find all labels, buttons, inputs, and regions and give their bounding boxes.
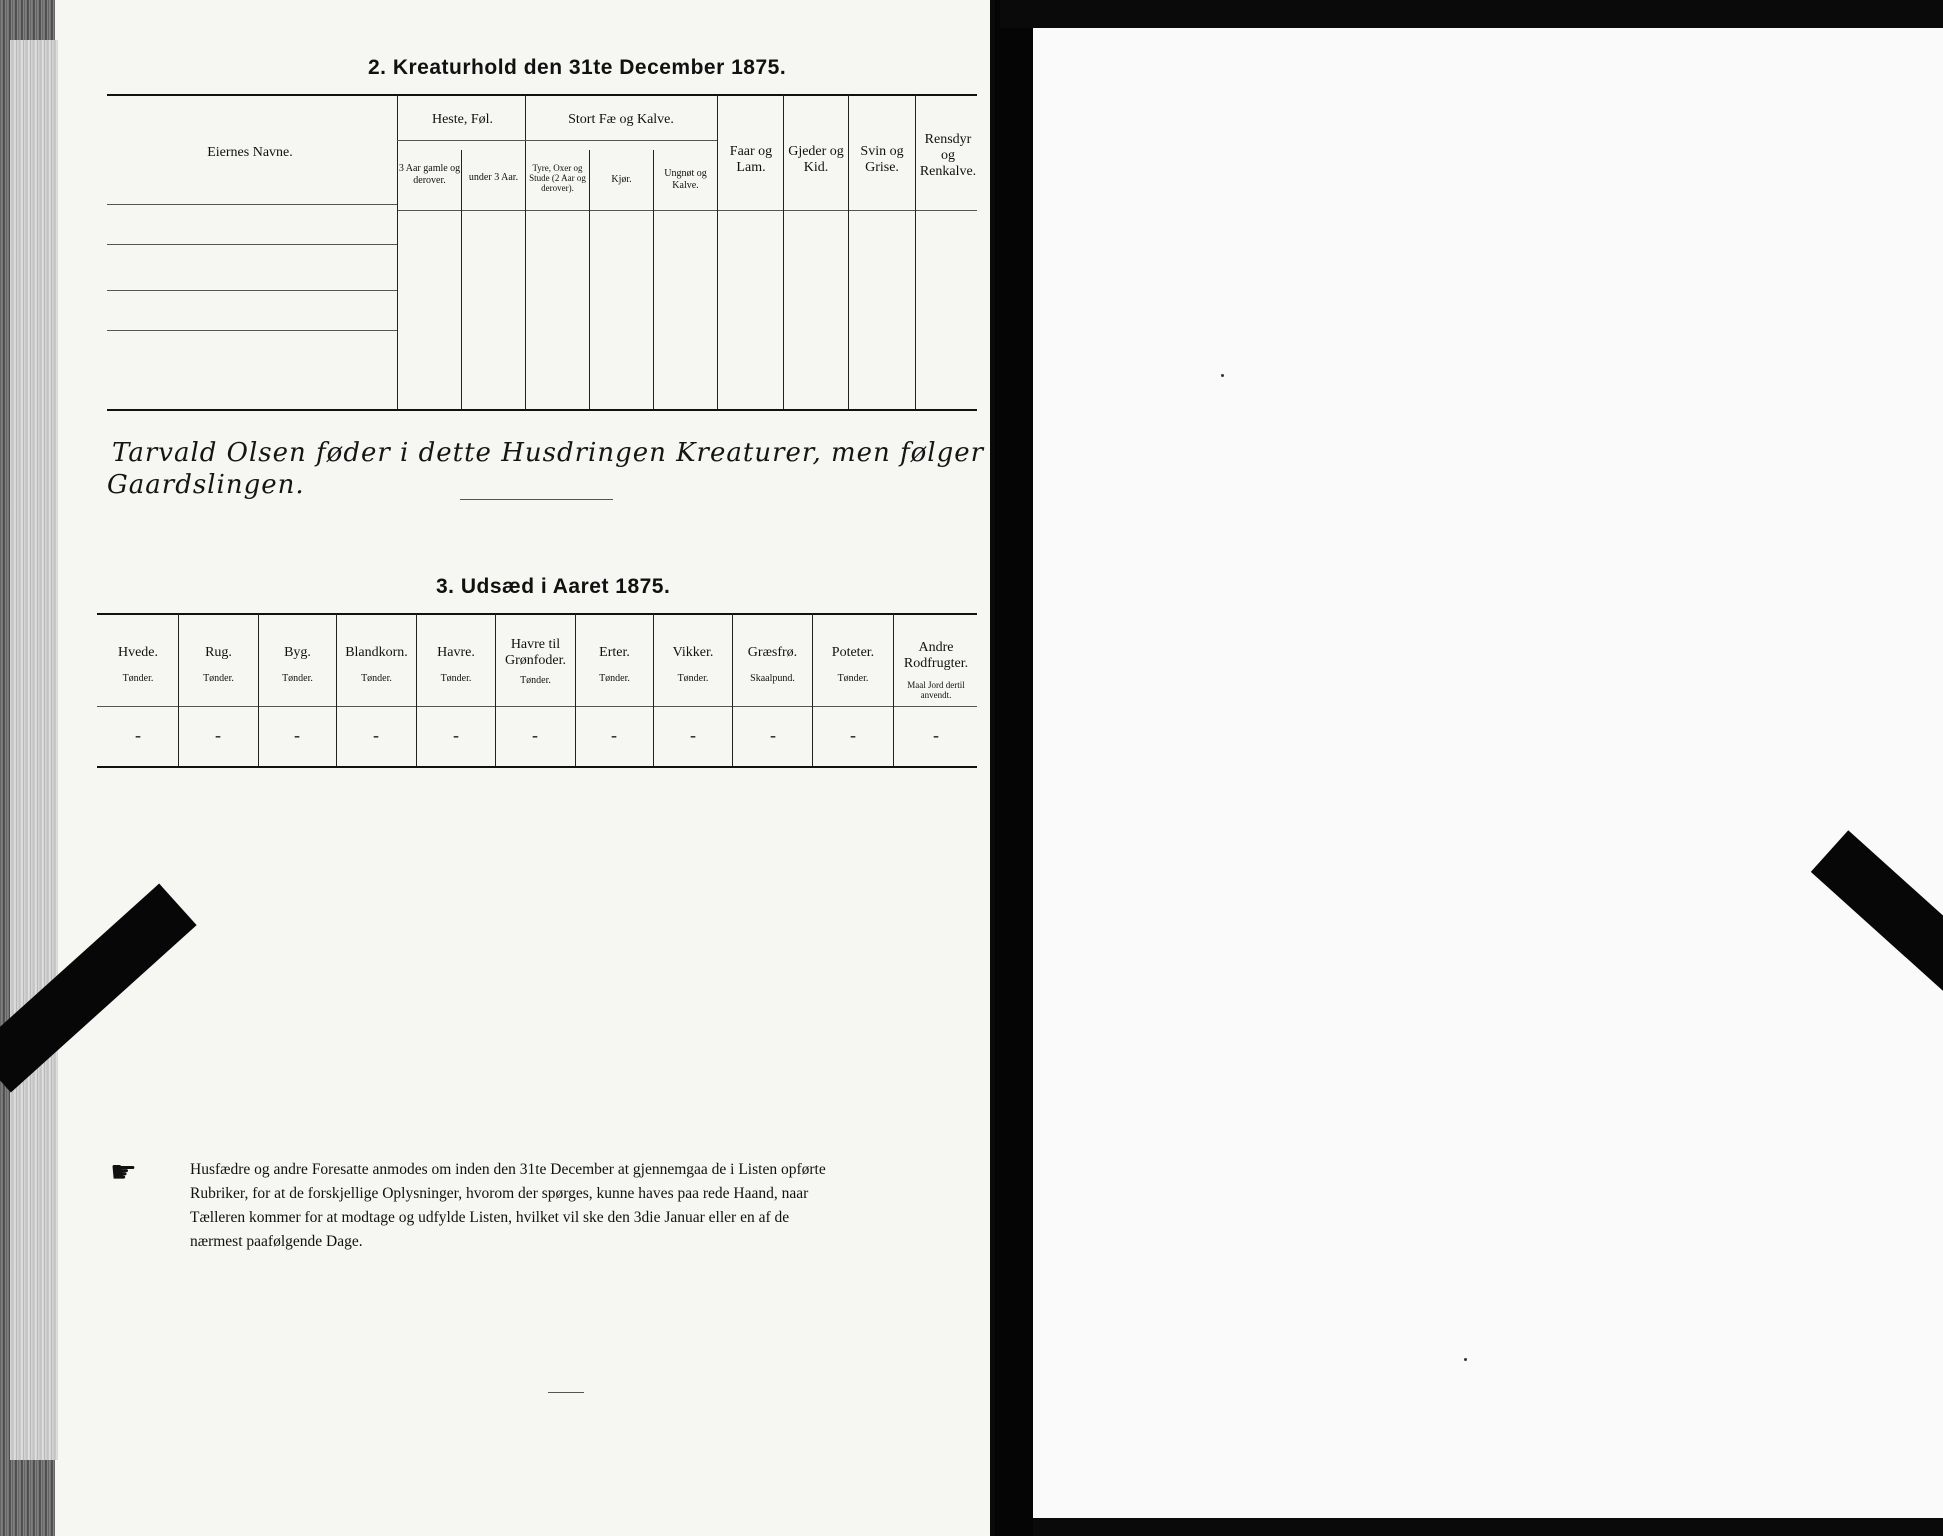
col-divider [783, 95, 784, 409]
left-page [55, 0, 990, 1536]
col-divider [653, 614, 654, 766]
hvede-header: Hvede. [117, 645, 159, 660]
handwritten-note-line1: Tarvald Olsen føder i dette Husdringen Kreaturer, men følger [112, 438, 985, 468]
notice-line: nærmest paafølgende Dage. [190, 1233, 363, 1250]
value-cell: - [532, 725, 538, 745]
table2-row-rule [107, 290, 397, 291]
vikker-header: Vikker. [672, 645, 714, 660]
heste-col-header: under 3 Aar. [468, 172, 519, 183]
section2-title: 2. Kreaturhold den 31te December 1875. [368, 56, 787, 79]
blandkorn-unit: Tønder. [361, 673, 392, 684]
notice-text [190, 1158, 925, 1254]
col-divider [178, 614, 179, 766]
table3-bottom-rule [97, 766, 977, 768]
table2-bottom-rule [107, 409, 977, 411]
heste-col-header: 3 Aar gamle og derover. [398, 163, 461, 186]
table3-header-rule [97, 706, 977, 707]
rensdyr-header: Rensdyr og Renkalve. [919, 132, 977, 179]
byg-header: Byg. [284, 645, 311, 660]
table2-row-rule [107, 244, 397, 245]
table2-header-rule [107, 204, 397, 205]
vikker-unit: Tønder. [677, 673, 709, 684]
speck [1464, 1358, 1467, 1361]
col-divider [812, 614, 813, 766]
table3-top-rule [97, 613, 977, 615]
end-mark [548, 1392, 584, 1393]
col-divider [848, 95, 849, 409]
byg-unit: Tønder. [282, 673, 313, 684]
value-cell: - [373, 725, 379, 745]
value-cell: - [215, 725, 221, 745]
table2-header-rule2 [397, 210, 977, 211]
gjeder-header: Gjeder og Kid. [788, 144, 844, 175]
graesfro-header: Græsfrø. [747, 645, 798, 660]
value-cell: - [453, 725, 459, 745]
handwritten-note-line2: Gaardslingen. [107, 470, 305, 500]
value-cell: - [135, 725, 141, 745]
group-rule [397, 140, 717, 141]
fae-col-header: Ungnøt og Kalve. [664, 168, 707, 191]
value-cell: - [770, 725, 776, 745]
value-cell: - [611, 725, 617, 745]
table2-row-rule [107, 330, 397, 331]
rug-header: Rug. [205, 645, 232, 660]
erter-unit: Tønder. [599, 673, 630, 684]
col-divider [575, 614, 576, 766]
col-divider [525, 95, 526, 409]
col-divider [258, 614, 259, 766]
rug-unit: Tønder. [203, 673, 234, 684]
faar-header: Faar og Lam. [729, 144, 773, 175]
owner-name-header: Eiernes Navne. [207, 145, 293, 160]
col-divider [397, 95, 398, 409]
fae-col-header: Kjør. [611, 174, 632, 185]
col-divider [717, 95, 718, 409]
graesfro-unit: Skaalpund. [750, 673, 795, 684]
value-cell: - [294, 725, 300, 745]
blandkorn-header: Blandkorn. [345, 645, 408, 660]
notice-line: Rubriker, for at de forskjellige Oplysninger, hvorom der spørges, kunne haves paa rede Haand, naar [190, 1185, 809, 1202]
col-divider [732, 614, 733, 766]
heste-group-header: Heste, Føl. [431, 112, 494, 127]
andre-rodfrugter-unit: Maal Jord dertil anvendt. [907, 680, 965, 700]
col-divider [915, 95, 916, 409]
havre-header: Havre. [437, 645, 475, 660]
andre-rodfrugter-header: Andre Rodfrugter. [903, 640, 969, 671]
col-divider [461, 150, 462, 409]
separator-rule [460, 499, 613, 500]
havre-gronfoder-unit: Tønder. [520, 675, 551, 686]
col-divider [416, 614, 417, 766]
havre-unit: Tønder. [440, 673, 472, 684]
value-cell: - [850, 725, 856, 745]
right-page-blank [1033, 28, 1943, 1518]
speck [1221, 374, 1224, 377]
top-edge [1000, 0, 1943, 28]
page-stack [10, 40, 58, 1460]
poteter-header: Poteter. [831, 645, 875, 660]
col-divider [336, 614, 337, 766]
pointing-hand-icon: ☛ [110, 1156, 137, 1189]
svin-header: Svin og Grise. [860, 144, 904, 175]
book-gutter [995, 0, 1033, 1536]
hvede-unit: Tønder. [122, 673, 154, 684]
value-cell: - [690, 725, 696, 745]
notice-line: Tælleren kommer for at modtage og udfylde Listen, hvilket vil ske den 3die Januar eller en af de [190, 1209, 790, 1226]
havre-gronfoder-header: Havre til Grønfoder. [504, 637, 567, 668]
table2-top-rule [107, 94, 977, 96]
section3-title: 3. Udsæd i Aaret 1875. [436, 575, 671, 598]
col-divider [589, 150, 590, 409]
erter-header: Erter. [599, 645, 630, 660]
notice-line: Husfædre og andre Foresatte anmodes om inden den 31te December at gjennemgaa de i Listen opførte [190, 1161, 826, 1178]
fae-group-header: Stort Fæ og Kalve. [568, 112, 674, 127]
value-cell: - [933, 725, 939, 745]
poteter-unit: Tønder. [837, 673, 869, 684]
fae-col-header: Tyre, Oxer og Stude (2 Aar og derover). [529, 163, 586, 193]
